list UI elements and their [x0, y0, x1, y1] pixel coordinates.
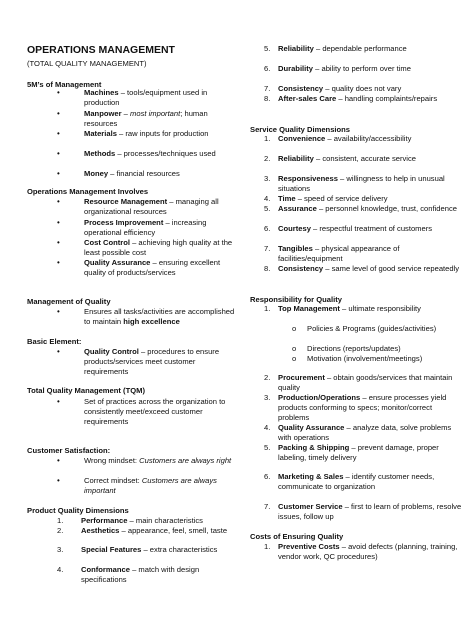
list-item: • Machines – tools/equipment used in production — [57, 88, 208, 108]
numbered-item: 7. Consistency – quality does not vary — [264, 84, 402, 93]
section-heading-customer-satisfaction: Customer Satisfaction: — [27, 446, 111, 455]
numbered-item: 3. Responsiveness – willingness to help in unusual situations — [264, 174, 445, 194]
numbered-item: 3. Production/Operations – ensure processes yield products conforming to specs; monitor/correct problems — [264, 393, 447, 423]
numbered-item: 2. Aesthetics – appearance, feel, smell, taste — [57, 526, 228, 535]
numbered-item: 4. Quality Assurance – analyze data, solve problems with operations — [264, 423, 452, 443]
list-item: • Wrong mindset: Customers are always right — [57, 456, 232, 465]
numbered-item: 2. Reliability – consistent, accurate service — [264, 154, 417, 163]
list-item: • Correct mindset: Customers are always important — [57, 476, 217, 496]
numbered-item: 8. Consistency – same level of good service repeatedly — [264, 264, 460, 273]
numbered-item: 5. Assurance – personnel knowledge, trust, confidence — [264, 204, 457, 213]
section-heading-mgmt-quality: Management of Quality — [27, 297, 111, 306]
list-item: • Quality Assurance – ensuring excellent quality of products/services — [57, 258, 221, 278]
list-item: • Quality Control – procedures to ensure products/services meet customer requirements — [57, 347, 220, 377]
list-item: • Money – financial resources — [57, 169, 180, 178]
numbered-item: 1. Preventive Costs – avoid defects (planning, training, vendor work, QC procedures) — [264, 542, 458, 562]
list-item: • Cost Control – achieving high quality at the least possible cost — [57, 238, 233, 258]
numbered-item: 7. Customer Service – first to learn of problems, resolve issues, follow up — [264, 502, 462, 522]
numbered-item: 3. Special Features – extra characteristics — [57, 545, 218, 554]
numbered-item: 7. Tangibles – physical appearance of facilities/equipment — [264, 244, 400, 264]
section-heading-costs: Costs of Ensuring Quality — [250, 532, 344, 541]
list-item: • Ensures all tasks/activities are accomplished to maintain high excellence — [57, 307, 235, 327]
numbered-item: 1. Top Management – ultimate responsibility — [264, 304, 421, 313]
numbered-item: 1. Convenience – availability/accessibility — [264, 134, 412, 143]
list-item: • Methods – processes/techniques used — [57, 149, 216, 158]
list-item: • Process Improvement – increasing operational efficiency — [57, 218, 207, 238]
numbered-item: 4. Conformance – match with design specifications — [57, 565, 200, 585]
document-subtitle: (TOTAL QUALITY MANAGEMENT) — [27, 59, 147, 68]
sub-list-item: o Motivation (involvement/meetings) — [292, 354, 423, 363]
numbered-item: 6. Courtesy – respectful treatment of customers — [264, 224, 433, 233]
numbered-item: 8. After-sales Care – handling complaints/repairs — [264, 94, 438, 103]
document-title: OPERATIONS MANAGEMENT — [27, 44, 175, 56]
section-heading-om-involves: Operations Management Involves — [27, 187, 149, 196]
list-item: • Set of practices across the organization to consistently meet/exceed customer requirements — [57, 397, 226, 427]
section-heading-tqm: Total Quality Management (TQM) — [27, 386, 145, 395]
numbered-item: 5. Packing & Shipping – prevent damage, proper labeling, timely delivery — [264, 443, 439, 463]
section-heading-product-quality: Product Quality Dimensions — [27, 506, 129, 515]
section-heading-basic-element: Basic Element: — [27, 337, 82, 346]
numbered-item: 4. Time – speed of service delivery — [264, 194, 388, 203]
numbered-item: 5. Reliability – dependable performance — [264, 44, 407, 53]
section-heading-service-quality: Service Quality Dimensions — [250, 125, 351, 134]
list-item: • Manpower – most important; human resources — [57, 109, 208, 129]
list-item: • Materials – raw inputs for production — [57, 129, 209, 138]
sub-list-item: o Directions (reports/updates) — [292, 344, 401, 353]
numbered-item: 2. Procurement – obtain goods/services that maintain quality — [264, 373, 453, 393]
numbered-item: 1. Performance – main characteristics — [57, 516, 203, 525]
list-item: • Resource Management – managing all organizational resources — [57, 197, 219, 217]
section-heading-responsibility: Responsibility for Quality — [250, 295, 342, 304]
section-heading-5ms: 5M’s of Management — [27, 80, 102, 89]
sub-list-item: o Policies & Programs (guides/activities) — [292, 324, 437, 333]
numbered-item: 6. Durability – ability to perform over time — [264, 64, 411, 73]
numbered-item: 6. Marketing & Sales – identify customer needs, communicate to organization — [264, 472, 435, 492]
